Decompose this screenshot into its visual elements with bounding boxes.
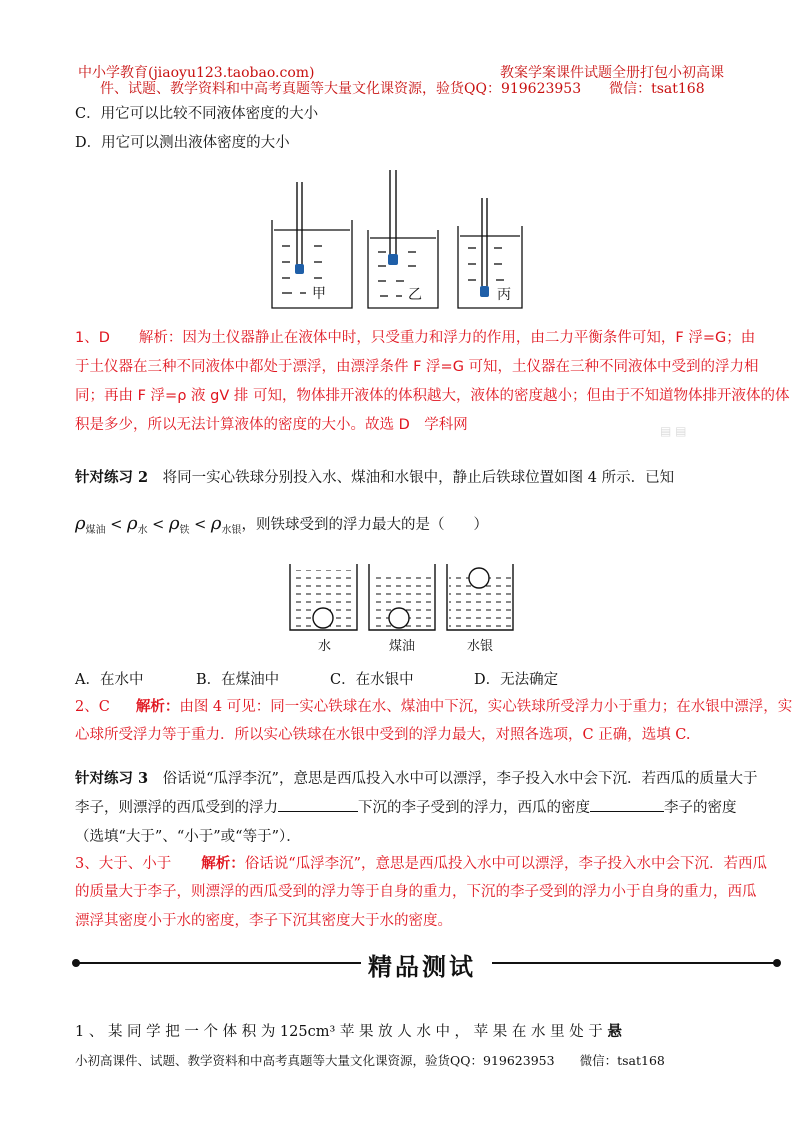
q2-formula: $\rho_{煤油} < \rho_水 < \rho_铁 < \rho_{水银}$，则铁球受到的浮力最大的是（ ） <box>75 513 488 536</box>
figure-iron-balls <box>285 558 520 658</box>
ball-kerosene <box>389 608 409 628</box>
answer2-head: 2、C <box>75 699 110 715</box>
answer3-line3: 漂浮其密度小于水的密度，李子下沉其密度大于水的密度。 <box>75 913 452 929</box>
ball-mercury <box>469 568 489 588</box>
sub-mercury: 水银 <box>221 524 242 536</box>
answer1-line1: 1、D 解析：因为土仪器静止在液体中时，只受重力和浮力的作用，由二力平衡条件可知，F 浮=G；由 <box>75 330 756 346</box>
q3-title: 针对练习 3 <box>75 770 149 787</box>
q3-text1: 俗话说“瓜浮李沉”，意思是西瓜投入水中可以漂浮，李子投入水中会下沉．若西瓜的质量大于 <box>148 771 758 787</box>
label-bing: 丙 <box>497 287 511 303</box>
sub-iron: 铁 <box>179 524 190 536</box>
hydrometer-weight-1 <box>295 264 304 274</box>
test-q1 <box>75 1020 622 1041</box>
answer2-line2: 心球所受浮力等于重力．所以实心铁球在水银中受到的浮力最大，对照各选项，C 正确，选填 C. <box>75 727 691 743</box>
beaker-3 <box>458 226 522 308</box>
q3-blank-2[interactable] <box>590 797 664 812</box>
test-q1-tail: 悬 <box>607 1023 622 1040</box>
q3-line1 <box>75 767 757 788</box>
divider-dot-right <box>773 959 781 967</box>
header-left: 中小学教育(jiaoyu123.taobao.com) <box>78 65 315 81</box>
q2-option-b: B．在煤油中 <box>196 672 280 688</box>
divider-right <box>492 962 777 964</box>
q3-text2a: 李子，则漂浮的西瓜受到的浮力 <box>75 800 278 816</box>
answer3-label: 解析： <box>201 855 245 872</box>
answer2-line1 <box>75 693 792 721</box>
hydrometer-weight-2 <box>388 254 398 265</box>
figure-hydrometer-beakers <box>262 168 532 316</box>
q2-formula-tail: ，则铁球受到的浮力最大的是（ ） <box>241 517 488 533</box>
label-water: 水 <box>318 639 332 654</box>
answer1-line2: 于土仪器在三种不同液体中都处于漂浮，由漂浮条件 F 浮=G 可知，土仪器在三种不同液体中受到的浮力相 <box>75 359 759 375</box>
section-title: 精品测试 <box>368 952 476 981</box>
answer2-text1: 由图 4 可见：同一实心铁球在水、煤油中下沉，实心铁球所受浮力小于重力；在水银中漂浮，实 <box>179 699 793 715</box>
option-d: D．用它可以测出液体密度的大小 <box>75 135 290 151</box>
answer3-line1 <box>75 850 767 878</box>
answer2-label: 解析： <box>135 698 180 715</box>
header-line2: 件、试题、教学资料和中高考真题等大量文化课资源，验货QQ：919623953 微信：tsat168 <box>100 81 705 97</box>
sub-kerosene: 煤油 <box>85 524 106 536</box>
divider-dot-left <box>72 959 80 967</box>
q3-text2b: 下沉的李子受到的浮力，西瓜的密度 <box>358 800 590 816</box>
answer3-text1: 俗话说“瓜浮李沉”，意思是西瓜投入水中可以漂浮，李子投入水中会下沉．若西瓜 <box>244 856 768 872</box>
header-right: 教案学案课件试题全册打包小初高课 <box>500 65 724 81</box>
q3-text2c: 李子的密度 <box>664 800 737 816</box>
q2-line1 <box>75 466 674 487</box>
divider-left <box>76 962 361 964</box>
answer3-line2: 的质量大于李子，则漂浮的西瓜受到的浮力等于自身的重力，下沉的李子受到的浮力小于自身的重力，西瓜 <box>75 884 757 900</box>
q2-title: 针对练习 2 <box>75 469 149 486</box>
q2-option-c: C．在水银中 <box>330 672 414 688</box>
footer: 小初高课件、试题、教学资料和中高考真题等大量文化课资源，验货QQ：919623953 微信：tsat168 <box>75 1053 665 1068</box>
answer3-head: 3、大于、小于 <box>75 856 172 872</box>
label-mercury: 水银 <box>467 639 494 654</box>
q3-blank-1[interactable] <box>278 797 358 812</box>
q2-option-a: A．在水中 <box>75 672 144 688</box>
sub-water: 水 <box>137 524 148 536</box>
answer1-line3: 同；再由 F 浮=ρ 液 gV 排 可知，物体排开液体的体积越大，液体的密度越小；但由于不知道物体排开液体的体 <box>75 388 790 404</box>
watermark: ▤ ▤ <box>660 424 687 438</box>
ball-water <box>313 608 333 628</box>
test-q1-text: 1 、 某 同 学 把 一 个 体 积 为 125cm³ 苹 果 放 人 水 中 ， 苹 果 在 水 里 处 于 <box>75 1024 603 1040</box>
label-kerosene: 煤油 <box>389 639 416 654</box>
q3-line3: （选填“大于”、“小于”或“等于”）． <box>75 829 301 845</box>
label-yi: 乙 <box>408 287 422 303</box>
q2-option-d: D．无法确定 <box>474 672 559 688</box>
q2-text: 将同一实心铁球分别投入水、煤油和水银中，静止后铁球位置如图 4 所示．已知 <box>148 470 675 486</box>
answer1-line4: 积是多少，所以无法计算液体的密度的大小。故选 D 学科网 <box>75 417 468 433</box>
beaker-2 <box>368 230 438 308</box>
label-jia: 甲 <box>312 286 326 302</box>
option-c: C．用它可以比较不同液体密度的大小 <box>75 106 319 122</box>
hydrometer-weight-3 <box>480 286 489 297</box>
q3-line2 <box>75 796 737 817</box>
